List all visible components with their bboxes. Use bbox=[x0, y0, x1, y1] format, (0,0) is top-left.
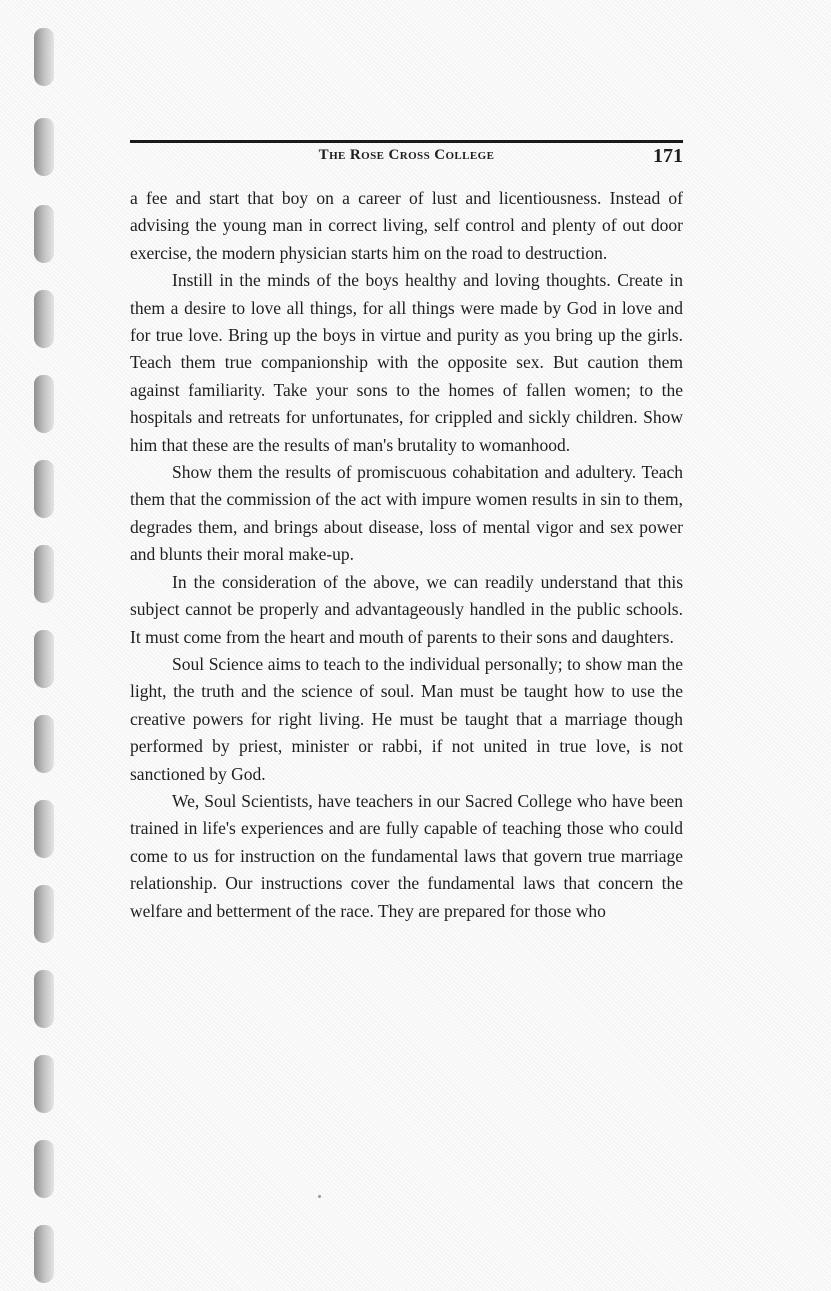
running-title: The Rose Cross College bbox=[318, 147, 495, 163]
paragraph: We, Soul Scientists, have teachers in our Sacred College who have been trained in life's experiences and are fully capable of teaching those who could come to us for instruction on the fundamental laws that govern true marriage relationship. Our instructions cover the fundamental laws that concern the welfare and betterment of the race. They are prepared for those who bbox=[130, 790, 683, 921]
punch-hole bbox=[34, 545, 54, 603]
punch-hole bbox=[34, 290, 54, 348]
paragraph: In the consideration of the above, we can readily understand that this subject cannot be properly and advantageously handled in the public schools. It must come from the heart and mouth of parents to their sons and daughters. bbox=[130, 571, 683, 647]
punch-hole bbox=[34, 375, 54, 433]
book-page bbox=[130, 140, 683, 925]
paragraph: a fee and start that boy on a career of lust and licentiousness. Instead of advising the young man in correct living, self control and plenty of out door exercise, the modern physician starts him on the road to destruction. bbox=[130, 188, 683, 263]
paragraph: Show them the results of promiscuous cohabitation and adultery. Teach them that the commission of the act with impure women results in sin to them, degrades them, and brings about disease, loss of mental vigor and sex power and blunts their moral make-up. bbox=[130, 462, 683, 565]
punch-hole bbox=[34, 1055, 54, 1113]
binding-holes bbox=[24, 0, 72, 1291]
punch-hole bbox=[34, 1225, 54, 1283]
page-number: 171 bbox=[653, 145, 683, 167]
punch-hole bbox=[34, 460, 54, 518]
paragraph: Instill in the minds of the boys healthy and loving thoughts. Create in them a desire to love all things, for all things were made by God in love and for true love. Bring up the boys in virtue and purity as you bring up the girls. Teach them true companionship with the opposite sex. But caution them against familiarity. Take your sons to the homes of fallen women; to the hospitals and retreats for unfortunates, for crippled and sickly children. Show him that these are the results of man's brutality to womanhood. bbox=[130, 270, 683, 455]
punch-hole bbox=[34, 1140, 54, 1198]
scan-speck bbox=[318, 1195, 321, 1198]
running-header bbox=[130, 140, 683, 179]
punch-hole bbox=[34, 715, 54, 773]
punch-hole bbox=[34, 630, 54, 688]
punch-hole bbox=[34, 205, 54, 263]
punch-hole bbox=[34, 885, 54, 943]
punch-hole bbox=[34, 28, 54, 86]
punch-hole bbox=[34, 118, 54, 176]
punch-hole bbox=[34, 800, 54, 858]
body-text bbox=[130, 185, 683, 925]
paragraph: Soul Science aims to teach to the individual personally; to show man the light, the truth and the science of soul. Man must be taught how to use the creative powers for right living. He must be taught that a marriage though performed by priest, minister or rabbi, if not united in true love, is not sanctioned by God. bbox=[130, 653, 683, 784]
punch-hole bbox=[34, 970, 54, 1028]
